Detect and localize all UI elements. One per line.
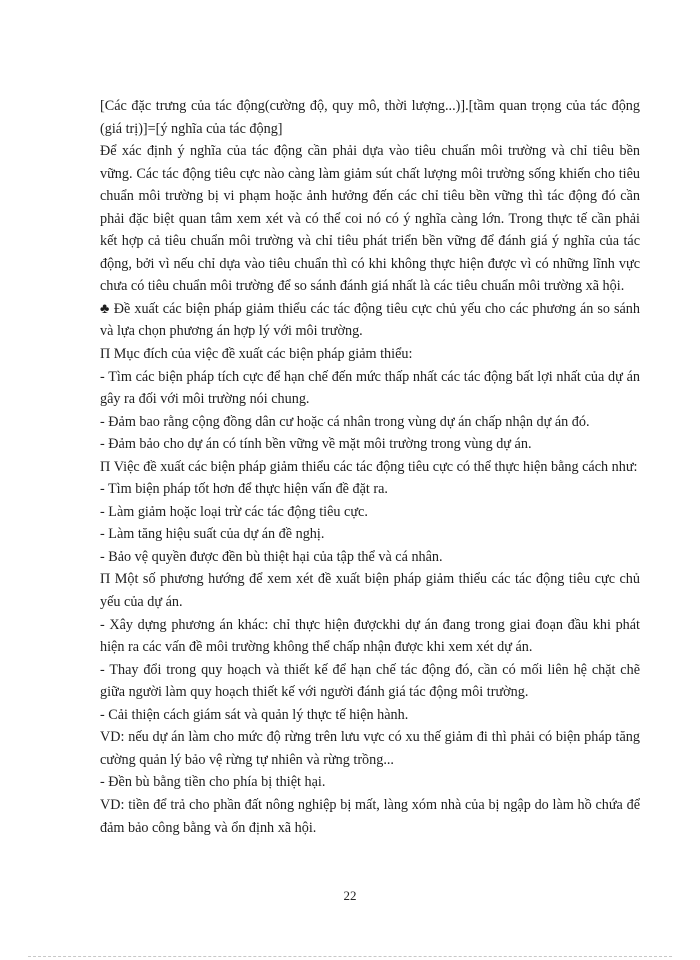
list-item: - Đền bù bằng tiền cho phía bị thiệt hại. [100,774,326,791]
list-item: - Tìm các biện pháp tích cực để hạn chế đến mức thấp nhất các tác động bất lợi nhất của dự án gây ra đối với môi trường nói chung. [100,368,640,408]
list-item: - Đảm bao rằng cộng đồng dân cư hoặc cá nhân trong vùng dự án chấp nhận dự án đó. [100,413,590,430]
list-item: - Tìm biện pháp tốt hơn để thực hiện vấn đề đặt ra. [100,481,388,498]
section-heading: ♣ Đề xuất các biện pháp giảm thiểu các tác động tiêu cực chủ yếu cho các phương án so sánh và lựa chọn phương án hợp lý với môi trường. [100,300,640,340]
list-item: - Đảm bảo cho dự án có tính bền vững về mặt môi trường trong vùng dự án. [100,436,532,453]
list-item: - Làm giảm hoặc loại trừ các tác động tiêu cực. [100,503,368,520]
page-bottom-divider [28,956,672,957]
subsection-heading: Π Một số phương hướng để xem xét đề xuất biện pháp giảm thiểu các tác động tiêu cực chủ yếu của dự án. [100,571,640,611]
subsection-heading: Π Mục đích của việc đề xuất các biện pháp giảm thiểu: [100,346,413,363]
page-number: 22 [343,888,357,903]
subsection-heading: Π Việc đề xuất các biện pháp giảm thiểu các tác động tiêu cực có thể thực hiện bằng cách như: [100,458,638,475]
example-paragraph: VD: nếu dự án làm cho mức độ rừng trên lưu vực có xu thế giảm đi thì phải có biện pháp tăng cường quản lý bảo vệ rừng tự nhiên và rừng trồng... [100,729,640,768]
list-item: - Thay đổi trong quy hoạch và thiết kế để hạn chế tác động đó, cần có mối liên hệ chặt chẽ giữa người làm quy hoạch thiết kế với người đánh giá tác động môi trường. [100,661,640,701]
formula-paragraph: [Các đặc trưng của tác động(cường độ, quy mô, thời lượng...)].[tầm quan trọng của tác động (giá trị)]=[ý nghĩa của tác động] [100,98,640,137]
page-body [100,95,640,839]
body-paragraph: Để xác định ý nghĩa của tác động cần phải dựa vào tiêu chuẩn môi trường và chỉ tiêu bền vững. Các tác động tiêu cực nào càng làm giảm sút chất lượng môi trường sống khiến cho tiêu chuẩn môi trường bị vi phạm hoặc ảnh hưởng đến các chỉ tiêu bền vững thì tác động đó cần phải đặc biệt quan tâm xem xét và có thể coi nó có ý nghĩa càng lớn. Trong thực tế cần phải kết hợp cả tiêu chuẩn môi trường và chỉ tiêu phát triển bền vững để đánh giá ý nghĩa của tác động, bởi vì nếu chỉ dựa vào tiêu chuẩn thì có khi không thực hiện được vì có những lĩnh vực chưa có tiêu chuẩn môi trường để so sánh đánh giá nhất là các tiêu chuẩn môi trường xã hội. [100,143,640,295]
list-item: - Cải thiện cách giám sát và quản lý thực tế hiện hành. [100,706,409,723]
example-paragraph: VD: tiền để trả cho phần đất nông nghiệp bị mất, làng xóm nhà của bị ngập do làm hồ chứa để đảm bảo công bằng và ổn định xã hội. [100,796,640,836]
list-item: - Làm tăng hiệu suất của dự án đề nghị. [100,526,325,543]
list-item: - Xây dựng phương án khác: chỉ thực hiện đượckhi dự án đang trong giai đoạn đầu khi phát hiện ra các vấn đề môi trường không thể chấp nhận được khi xem xét dự án. [100,616,640,656]
list-item: - Bảo vệ quyền được đền bù thiệt hại của tập thể và cá nhân. [100,548,443,565]
